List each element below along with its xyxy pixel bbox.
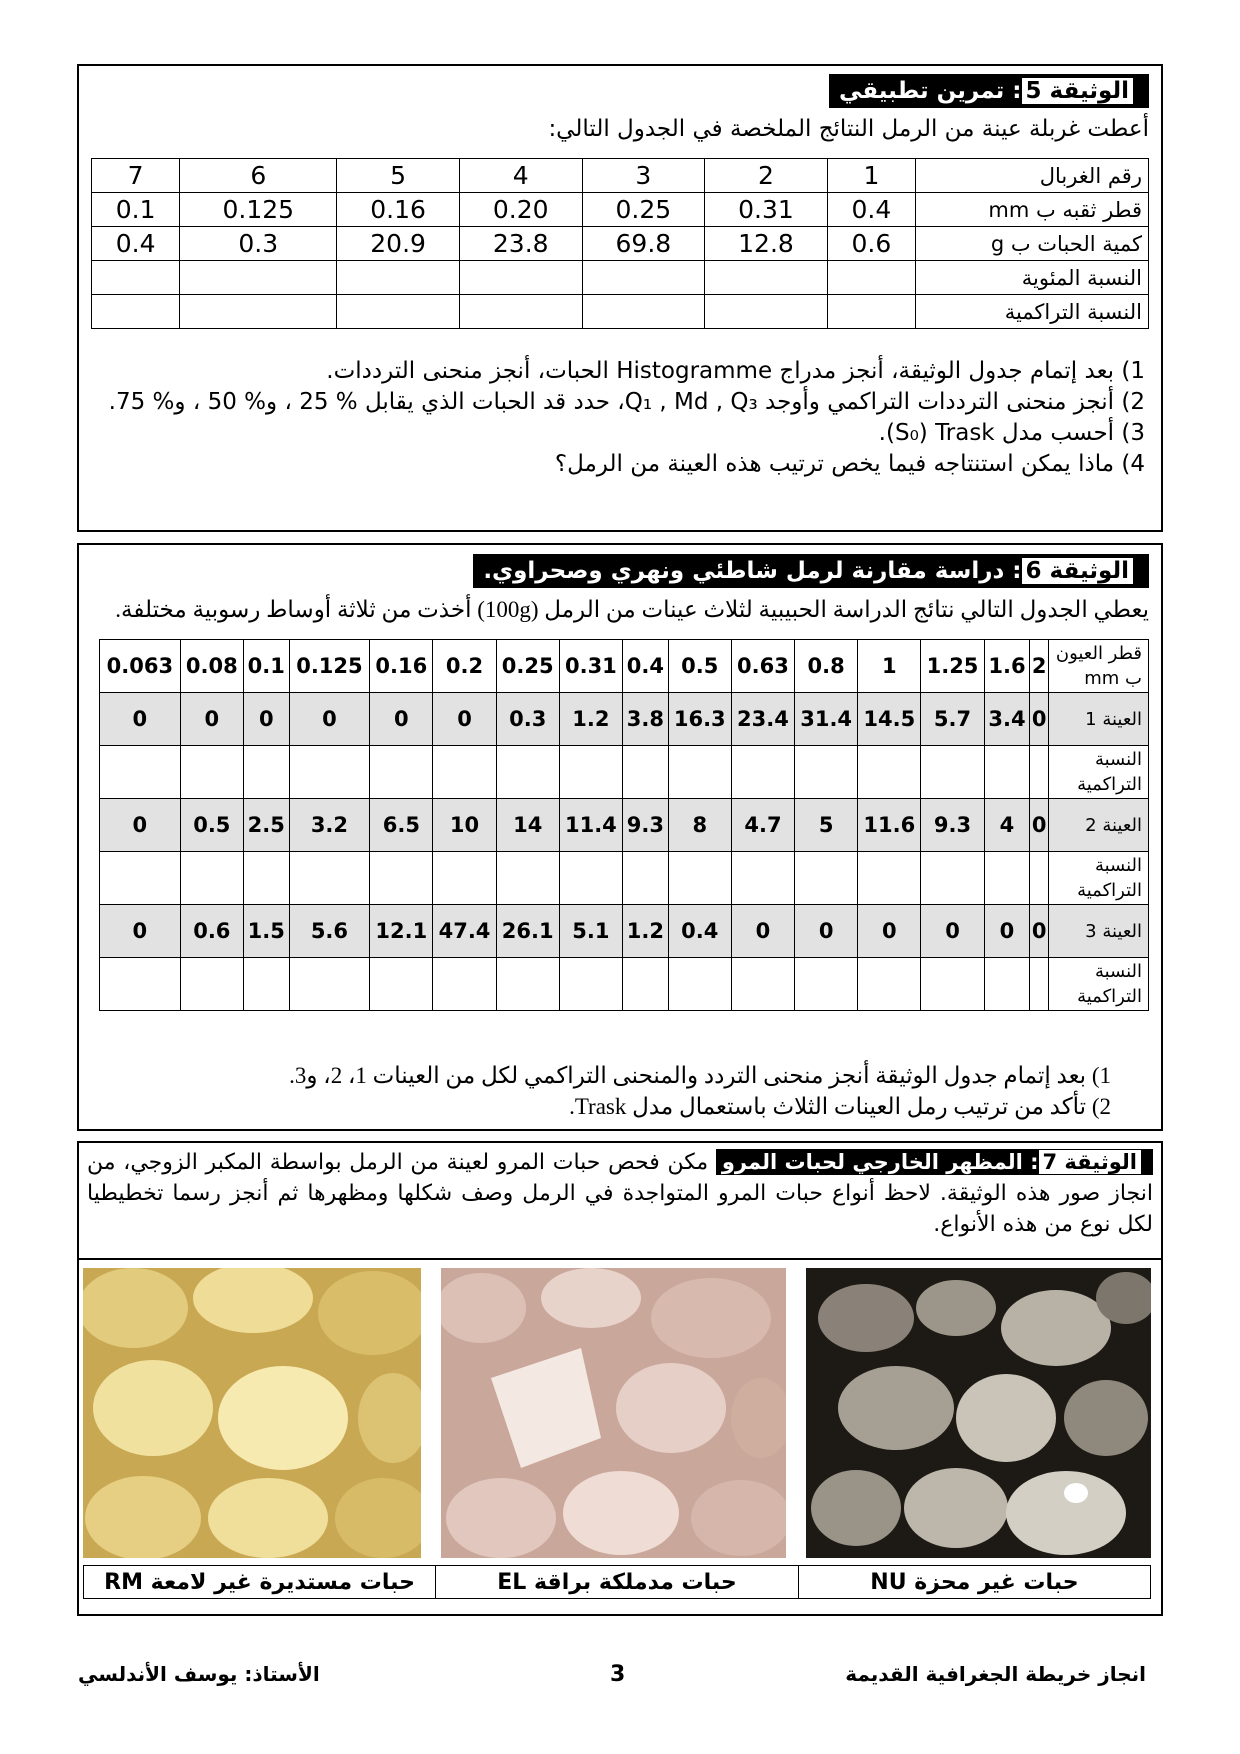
table-cell: 20.9 bbox=[337, 227, 460, 261]
sample-value: 31.4 bbox=[795, 693, 858, 746]
empty-cell bbox=[433, 958, 496, 1011]
sample-value: 1.5 bbox=[243, 905, 289, 958]
diameter-cell: 0.08 bbox=[180, 640, 243, 693]
empty-cell bbox=[370, 852, 433, 905]
table-cell: 2 bbox=[705, 159, 828, 193]
sample-value: 2.5 bbox=[243, 799, 289, 852]
table-cell: 0.25 bbox=[582, 193, 705, 227]
header-row bbox=[100, 640, 1149, 693]
sample-value: 0.4 bbox=[668, 905, 731, 958]
page-number: 3 bbox=[610, 1662, 626, 1687]
table-cell: 69.8 bbox=[582, 227, 705, 261]
sample-value: 3.8 bbox=[623, 693, 669, 746]
diameter-cell: 0.25 bbox=[496, 640, 559, 693]
sample-value: 0 bbox=[921, 905, 984, 958]
footer-author: الأستاذ: يوسف الأندلسي bbox=[78, 1662, 320, 1686]
table-cell bbox=[92, 295, 180, 329]
cumulative-row bbox=[100, 746, 1149, 799]
sample-value: 5.6 bbox=[289, 905, 370, 958]
doc7-title: الوثيقة 7: المظهر الخارجي لحبات المرو bbox=[716, 1149, 1153, 1175]
document-5 bbox=[77, 64, 1163, 532]
empty-cell bbox=[1030, 852, 1049, 905]
sample-value: 6.5 bbox=[370, 799, 433, 852]
empty-cell bbox=[496, 852, 559, 905]
table-cell bbox=[827, 261, 915, 295]
table-cell bbox=[459, 261, 582, 295]
diameter-cell: 1.6 bbox=[984, 640, 1030, 693]
caption-el: حبات مدملكة براقة EL bbox=[436, 1566, 799, 1599]
diameter-cell: 0.125 bbox=[289, 640, 370, 693]
empty-cell bbox=[180, 852, 243, 905]
empty-cell bbox=[795, 852, 858, 905]
sample-value: 0 bbox=[984, 905, 1030, 958]
table-cell: 0.20 bbox=[459, 193, 582, 227]
empty-cell bbox=[668, 746, 731, 799]
sample-value: 3.2 bbox=[289, 799, 370, 852]
table-cell: 4 bbox=[459, 159, 582, 193]
sample-value: 0 bbox=[289, 693, 370, 746]
cumulative-label: النسبة التراكمية bbox=[1049, 958, 1149, 1011]
empty-cell bbox=[433, 852, 496, 905]
row-label: النسبة التراكمية bbox=[916, 295, 1149, 329]
sample-value: 26.1 bbox=[496, 905, 559, 958]
table-cell bbox=[459, 295, 582, 329]
doc6-intro: يعطي الجدول التالي نتائج الدراسة الحبيبية لثلاث عينات من الرمل (100g) أخذت من ثلاثة أوساط رسوبية مختلفة. bbox=[115, 597, 1149, 622]
question-item: 2) أنجز منحنى الترددات التراكمي وأوجد Q₁ , Md , Q₃، حدد قد الحبات الذي يقابل % 25 ، و% 50 ، و% 75. bbox=[108, 389, 1145, 415]
doc6-title: الوثيقة 6: دراسة مقارنة لرمل شاطئي ونهري وصحراوي. bbox=[473, 554, 1149, 588]
header-label: قطر العيون ب mm bbox=[1049, 640, 1149, 693]
empty-cell bbox=[559, 958, 622, 1011]
sample-value: 0 bbox=[795, 905, 858, 958]
table-cell: 0.4 bbox=[827, 193, 915, 227]
sample-value: 0 bbox=[731, 905, 794, 958]
sample-value: 11.4 bbox=[559, 799, 622, 852]
table-cell bbox=[180, 295, 337, 329]
empty-cell bbox=[180, 958, 243, 1011]
empty-cell bbox=[623, 746, 669, 799]
empty-cell bbox=[668, 852, 731, 905]
sieve-table bbox=[91, 158, 1149, 329]
empty-cell bbox=[100, 746, 181, 799]
empty-cell bbox=[496, 746, 559, 799]
table-row bbox=[92, 295, 1149, 329]
table-cell: 23.8 bbox=[459, 227, 582, 261]
sample-value: 16.3 bbox=[668, 693, 731, 746]
diameter-cell: 0.5 bbox=[668, 640, 731, 693]
diameter-cell: 0.63 bbox=[731, 640, 794, 693]
sample-value: 8 bbox=[668, 799, 731, 852]
table-cell bbox=[582, 261, 705, 295]
table-cell: 3 bbox=[582, 159, 705, 193]
empty-cell bbox=[921, 852, 984, 905]
question-item: 4) ماذا يمكن استنتاجه فيما يخص ترتيب هذه العينة من الرمل؟ bbox=[554, 451, 1145, 477]
question-item: 2) تأكد من ترتيب رمل العينات الثلاث باستعمال مدل Trask. bbox=[569, 1094, 1111, 1119]
table-row bbox=[92, 159, 1149, 193]
sample-value: 0 bbox=[100, 693, 181, 746]
table-cell: 0.1 bbox=[92, 193, 180, 227]
table-cell: 6 bbox=[180, 159, 337, 193]
quartz-rm-photo bbox=[83, 1268, 421, 1558]
row-label: رقم الغربال bbox=[916, 159, 1149, 193]
table-cell: 0.16 bbox=[337, 193, 460, 227]
empty-cell bbox=[559, 746, 622, 799]
caption-nu: حبات غير محزة NU bbox=[798, 1566, 1150, 1599]
diameter-cell: 0.2 bbox=[433, 640, 496, 693]
empty-cell bbox=[559, 852, 622, 905]
footer-title: انجاز خريطة الجغرافية القديمة bbox=[845, 1662, 1146, 1686]
empty-cell bbox=[984, 958, 1030, 1011]
table-cell: 0.125 bbox=[180, 193, 337, 227]
sample-value: 0 bbox=[100, 905, 181, 958]
sample-label: العينة 3 bbox=[1049, 905, 1149, 958]
diameter-cell: 0.31 bbox=[559, 640, 622, 693]
table-cell bbox=[337, 261, 460, 295]
question-item: 1) بعد إتمام جدول الوثيقة أنجز منحنى التردد والمنحنى التراكمي لكل من العينات 1، 2، و3. bbox=[289, 1063, 1111, 1088]
sample-value: 9.3 bbox=[921, 799, 984, 852]
empty-cell bbox=[100, 852, 181, 905]
sample-value: 0 bbox=[180, 693, 243, 746]
empty-cell bbox=[180, 746, 243, 799]
empty-cell bbox=[984, 746, 1030, 799]
quartz-nu-photo bbox=[806, 1268, 1151, 1558]
empty-cell bbox=[243, 746, 289, 799]
sample-value: 0 bbox=[100, 799, 181, 852]
doc7-text-block bbox=[87, 1147, 1153, 1240]
sample-value: 0.5 bbox=[180, 799, 243, 852]
doc6-questions bbox=[289, 1060, 1111, 1122]
table-cell: 7 bbox=[92, 159, 180, 193]
cumulative-label: النسبة التراكمية bbox=[1049, 746, 1149, 799]
table-cell bbox=[337, 295, 460, 329]
diameter-cell: 1.25 bbox=[921, 640, 984, 693]
diameter-cell: 2 bbox=[1030, 640, 1049, 693]
empty-cell bbox=[858, 852, 921, 905]
table-cell: 0.4 bbox=[92, 227, 180, 261]
captions-row bbox=[83, 1565, 1151, 1599]
table-cell: 0.3 bbox=[180, 227, 337, 261]
table-row bbox=[92, 261, 1149, 295]
sample-value: 12.1 bbox=[370, 905, 433, 958]
caption-rm: حبات مستديرة غير لامعة RM bbox=[84, 1566, 436, 1599]
question-item: 1) بعد إتمام جدول الوثيقة، أنجز مدراج Histogramme الحبات، أنجز منحنى الترددات. bbox=[326, 358, 1145, 384]
table-cell bbox=[92, 261, 180, 295]
empty-cell bbox=[623, 958, 669, 1011]
sample-value: 1.2 bbox=[559, 693, 622, 746]
empty-cell bbox=[921, 746, 984, 799]
empty-cell bbox=[370, 958, 433, 1011]
empty-cell bbox=[921, 958, 984, 1011]
sample-value: 47.4 bbox=[433, 905, 496, 958]
cumulative-row bbox=[100, 958, 1149, 1011]
table-cell bbox=[705, 295, 828, 329]
cumulative-row bbox=[100, 852, 1149, 905]
empty-cell bbox=[731, 958, 794, 1011]
doc5-questions bbox=[95, 356, 1145, 480]
empty-cell bbox=[731, 746, 794, 799]
table-cell bbox=[705, 261, 828, 295]
empty-cell bbox=[795, 958, 858, 1011]
doc5-title: الوثيقة 5: تمرين تطبيقي bbox=[829, 74, 1149, 108]
empty-cell bbox=[289, 746, 370, 799]
sample-value: 5.1 bbox=[559, 905, 622, 958]
table-cell bbox=[582, 295, 705, 329]
empty-cell bbox=[289, 958, 370, 1011]
empty-cell bbox=[668, 958, 731, 1011]
diameter-cell: 0.063 bbox=[100, 640, 181, 693]
table-cell: 0.31 bbox=[705, 193, 828, 227]
sample-value: 0.3 bbox=[496, 693, 559, 746]
diameter-cell: 0.16 bbox=[370, 640, 433, 693]
row-label: قطر ثقبه ب mm bbox=[916, 193, 1149, 227]
sample-value: 0 bbox=[433, 693, 496, 746]
sample-value: 11.6 bbox=[858, 799, 921, 852]
empty-cell bbox=[795, 746, 858, 799]
document-7 bbox=[77, 1141, 1163, 1616]
empty-cell bbox=[858, 958, 921, 1011]
empty-cell bbox=[858, 746, 921, 799]
empty-cell bbox=[623, 852, 669, 905]
table-row bbox=[92, 193, 1149, 227]
sample-value: 4 bbox=[984, 799, 1030, 852]
question-item: 3) أحسب مدل Trask ‏(S₀). bbox=[878, 420, 1145, 446]
diameter-cell: 0.4 bbox=[623, 640, 669, 693]
empty-cell bbox=[243, 852, 289, 905]
empty-cell bbox=[731, 852, 794, 905]
sample-value: 1.2 bbox=[623, 905, 669, 958]
sample-value: 14 bbox=[496, 799, 559, 852]
table-cell: 5 bbox=[337, 159, 460, 193]
sample-value: 0 bbox=[1030, 905, 1049, 958]
row-label: النسبة المئوية bbox=[916, 261, 1149, 295]
empty-cell bbox=[433, 746, 496, 799]
table-cell bbox=[180, 261, 337, 295]
sample-value: 9.3 bbox=[623, 799, 669, 852]
sample-row bbox=[100, 693, 1149, 746]
table-row bbox=[92, 227, 1149, 261]
doc5-intro: أعطت غربلة عينة من الرمل النتائج الملخصة في الجدول التالي: bbox=[548, 116, 1149, 142]
sample-row bbox=[100, 905, 1149, 958]
row-label: كمية الحبات ب g bbox=[916, 227, 1149, 261]
sample-value: 0 bbox=[858, 905, 921, 958]
sample-label: العينة 1 bbox=[1049, 693, 1149, 746]
quartz-el-photo bbox=[441, 1268, 786, 1558]
sample-value: 10 bbox=[433, 799, 496, 852]
empty-cell bbox=[984, 852, 1030, 905]
table-cell: 1 bbox=[827, 159, 915, 193]
table-cell: 0.6 bbox=[827, 227, 915, 261]
sample-value: 23.4 bbox=[731, 693, 794, 746]
document-6 bbox=[77, 543, 1163, 1131]
empty-cell bbox=[1030, 958, 1049, 1011]
diameter-cell: 0.1 bbox=[243, 640, 289, 693]
sample-value: 0.6 bbox=[180, 905, 243, 958]
empty-cell bbox=[100, 958, 181, 1011]
sample-row bbox=[100, 799, 1149, 852]
sample-value: 14.5 bbox=[858, 693, 921, 746]
sample-value: 0 bbox=[370, 693, 433, 746]
sample-value: 4.7 bbox=[731, 799, 794, 852]
sample-value: 0 bbox=[1030, 799, 1049, 852]
sample-value: 5.7 bbox=[921, 693, 984, 746]
empty-cell bbox=[370, 746, 433, 799]
table-cell: 12.8 bbox=[705, 227, 828, 261]
sample-value: 0 bbox=[1030, 693, 1049, 746]
empty-cell bbox=[289, 852, 370, 905]
sample-value: 5 bbox=[795, 799, 858, 852]
grain-table bbox=[99, 639, 1149, 1011]
table-cell bbox=[827, 295, 915, 329]
empty-cell bbox=[496, 958, 559, 1011]
doc7-text: مكن فحص حبات المرو لعينة من الرمل بواسطة المكبر الزوجي، من انجاز صور هذه الوثيقة. لاحظ أنواع حبات المرو المتواجدة في الرمل وصف شكلها ومظهرها ثم أنجز رسما تخطيطيا لكل نوع من هذه الأنواع. bbox=[87, 1150, 1153, 1237]
empty-cell bbox=[243, 958, 289, 1011]
sample-label: العينة 2 bbox=[1049, 799, 1149, 852]
diameter-cell: 1 bbox=[858, 640, 921, 693]
sample-value: 3.4 bbox=[984, 693, 1030, 746]
empty-cell bbox=[1030, 746, 1049, 799]
cumulative-label: النسبة التراكمية bbox=[1049, 852, 1149, 905]
sample-value: 0 bbox=[243, 693, 289, 746]
diameter-cell: 0.8 bbox=[795, 640, 858, 693]
